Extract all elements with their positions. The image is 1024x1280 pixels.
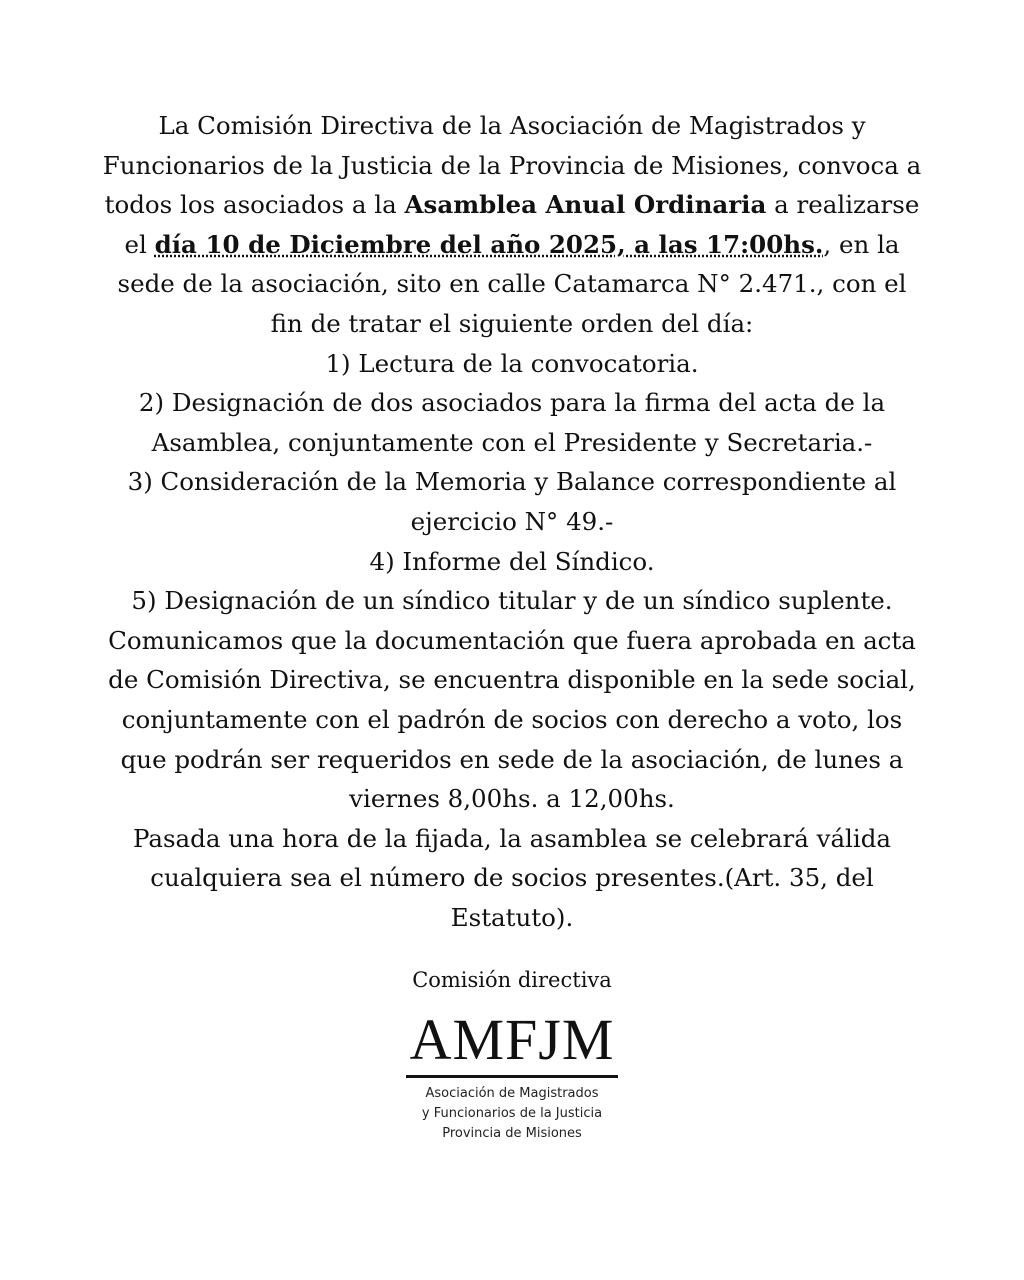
notice-intro-text-3: , en la sede de la asociación, sito en calle Catamarca N° 2.471., con el fin de tratar el siguiente orden del día: (117, 229, 907, 338)
notice-intro-paragraph (100, 106, 924, 344)
notice-intro-text: La Comisión Directiva de la Asociación de Magistrados y Funcionarios de la Justicia de la Provincia de Misiones, convoca a todos los asociados a la (102, 111, 922, 220)
assembly-name: Asamblea Anual Ordinaria (404, 190, 767, 220)
agenda-item-2: 2) Designación de dos asociados para la firma del acta de la Asamblea, conjuntamente con el Presidente y Secretaria.- (138, 388, 886, 457)
agenda-item-1: 1) Lectura de la convocatoria. (325, 348, 699, 378)
quorum-paragraph: Pasada una hora de la fijada, la asamblea se celebrará válida cualquiera sea el número de socios presentes.(Art. 35, del Estatuto). (132, 823, 892, 932)
logo-divider (406, 1075, 618, 1078)
notice-intro-text-2: a realizarse el (124, 190, 920, 259)
documentation-paragraph: Comunicamos que la documentación que fuera aprobada en acta de Comisión Directiva, se encuentra disponible en la sede social, conjuntamente con el padrón de socios con derecho a voto, los que podrán ser requeridos en sede de la asociación, de lunes a viernes 8,00hs. a 12,00hs. (108, 625, 916, 814)
agenda-item-4: 4) Informe del Síndico. (369, 546, 655, 576)
logo-acronym: AMFJM (409, 1007, 615, 1072)
agenda-item-3: 3) Consideración de la Memoria y Balance correspondiente al ejercicio N° 49.- (127, 467, 897, 536)
assembly-notice (100, 106, 924, 937)
agenda-item-5: 5) Designación de un síndico titular y de un síndico suplente. (131, 586, 893, 616)
logo-line-1: Asociación de Magistrados (425, 1086, 599, 1101)
assembly-date-time: día 10 de Diciembre del año 2025, a las 17:00hs. (154, 229, 824, 259)
logo-subtitle (392, 1084, 632, 1144)
logo-line-2: y Funcionarios de la Justicia (421, 1106, 603, 1121)
logo-line-3: Provincia de Misiones (442, 1126, 582, 1141)
amfjm-logo (392, 1008, 632, 1144)
signature-label: Comisión directiva (412, 968, 612, 992)
